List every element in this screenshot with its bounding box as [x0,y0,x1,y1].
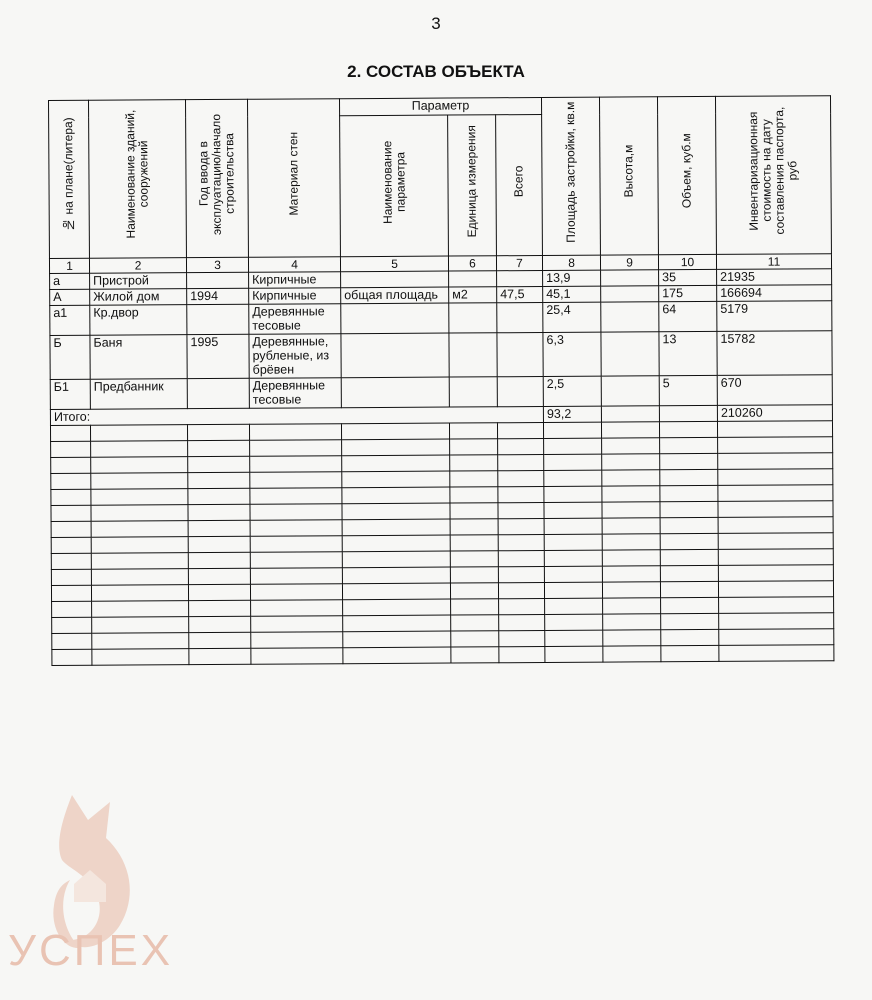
empty-cell [52,601,92,617]
empty-cell [343,615,451,632]
empty-cell [343,647,451,664]
column-number: 5 [340,256,448,272]
cell-unit [449,271,497,287]
empty-cell [189,616,251,632]
empty-cell [188,552,250,568]
empty-cell [91,473,188,490]
empty-cell [449,423,497,439]
empty-cell [451,615,499,631]
empty-cell [544,518,602,534]
empty-cell [91,457,188,474]
empty-cell [544,486,602,502]
empty-cell [187,424,249,440]
empty-cell [342,487,450,504]
object-composition-table [48,95,834,666]
empty-cell [250,552,342,569]
cell-height [601,286,659,302]
empty-cell [545,614,603,630]
empty-cell [50,425,90,441]
empty-cell [342,471,450,488]
empty-cell [188,520,250,536]
empty-cell [51,521,91,537]
empty-cell [660,533,718,549]
cell-name: Баня [90,335,187,380]
empty-cell [717,421,832,438]
empty-cell [51,457,91,473]
empty-cell [499,614,545,630]
empty-cell [498,502,544,518]
empty-cell [498,470,544,486]
empty-cell [660,437,718,453]
total-volume [659,405,717,421]
empty-cell [250,472,342,489]
page-title: 2. СОСТАВ ОБЪЕКТА [347,62,525,81]
empty-cell [250,440,342,457]
empty-cell [450,551,498,567]
empty-cell [91,585,188,602]
empty-cell [603,598,661,614]
cell-unit [449,333,497,377]
empty-cell [451,631,499,647]
cell-material: Кирпичные [249,288,341,305]
empty-cell [342,503,450,520]
header-height: Высота,м [600,97,659,255]
cell-area: 25,4 [543,302,601,332]
empty-cell [249,424,341,441]
empty-cell [498,550,544,566]
empty-cell [251,600,343,617]
cell-total [497,270,543,286]
cell-param-name: общая площадь [341,287,449,304]
cell-param-name [341,271,449,288]
empty-cell [660,581,718,597]
column-number: 6 [448,256,496,271]
empty-cell [92,601,189,618]
empty-cell [342,439,450,456]
cell-area: 45,1 [543,286,601,302]
empty-cell [544,534,602,550]
column-number: 9 [600,255,658,270]
empty-cell [450,583,498,599]
empty-cell [719,629,834,646]
empty-cell [450,455,498,471]
cell-year: 1994 [187,288,249,304]
empty-cell [250,584,342,601]
empty-cell [660,549,718,565]
empty-cell [718,485,833,502]
empty-cell [341,423,449,440]
table-row [50,331,832,380]
total-area: 93,2 [543,406,601,422]
column-number: 8 [542,255,600,270]
cell-total: 47,5 [497,286,543,302]
cell-area: 6,3 [543,332,601,376]
table-row [50,301,832,336]
empty-cell [543,422,601,438]
cell-material: Деревянные тесовые [249,378,341,409]
empty-cell [189,632,251,648]
empty-cell [498,534,544,550]
empty-cell [498,566,544,582]
empty-cell [188,504,250,520]
total-height [601,406,659,422]
empty-cell [91,537,188,554]
empty-cell [450,439,498,455]
empty-cell [544,470,602,486]
cell-lit: а1 [50,305,90,335]
cell-name: Пристрой [90,273,187,290]
empty-cell [343,599,451,616]
empty-cell [91,441,188,458]
empty-cell [602,582,660,598]
cell-height [601,332,659,376]
cell-volume: 5 [659,375,717,405]
empty-cell [661,645,719,661]
empty-cell [661,597,719,613]
column-number: 4 [248,257,340,273]
cell-area: 2,5 [543,376,601,406]
empty-cell [451,647,499,663]
empty-cell [544,454,602,470]
empty-cell [719,613,834,630]
cell-total [497,332,543,376]
header-year: Год ввода в эксплуатацию/начало строительства [186,99,249,257]
cell-volume: 13 [659,331,717,375]
table-row [50,375,832,410]
empty-cell [719,597,834,614]
empty-cell [544,566,602,582]
cell-area: 13,9 [543,270,601,286]
cell-param-name [341,303,449,334]
empty-cell [544,550,602,566]
empty-cell [660,485,718,501]
cell-year [187,272,249,288]
column-number: 1 [49,258,89,273]
empty-cell [342,519,450,536]
empty-cell [718,437,833,454]
empty-cell [342,551,450,568]
empty-cell [450,487,498,503]
empty-cell [602,534,660,550]
empty-cell [450,503,498,519]
empty-cell [451,599,499,615]
cell-material: Деревянные, рубленые, из брёвен [249,334,341,379]
empty-cell [342,583,450,600]
empty-cell [450,519,498,535]
empty-cell [52,633,92,649]
cell-lit: а [50,273,90,289]
cell-year [187,378,249,408]
column-number: 11 [716,254,831,270]
column-number: 3 [186,257,248,272]
header-volume: Объем, куб.м [658,96,717,254]
empty-cell [91,569,188,586]
empty-cell [91,505,188,522]
empty-cell [499,646,545,662]
cell-volume: 175 [659,285,717,301]
empty-rows [50,421,833,666]
empty-cell [450,567,498,583]
empty-cell [51,489,91,505]
empty-table-row [52,645,834,666]
empty-cell [601,422,659,438]
empty-cell [602,550,660,566]
object-composition-table-wrapper [48,95,833,666]
empty-cell [51,569,91,585]
cell-lit: А [50,289,90,305]
empty-cell [544,438,602,454]
cell-cost: 5179 [717,301,832,332]
header-cost: Инвентаризационная стоимость на дату составления паспорта, руб [716,96,832,255]
total-label: Итого: [50,406,543,425]
cell-name: Кр.двор [90,305,187,336]
empty-cell [51,441,91,457]
empty-cell [188,584,250,600]
empty-cell [250,536,342,553]
header-lit: № на плане(литера) [49,100,90,258]
empty-cell [91,521,188,538]
empty-cell [91,553,188,570]
empty-cell [545,598,603,614]
cell-total [497,376,543,406]
empty-cell [660,453,718,469]
cell-volume: 35 [659,269,717,285]
empty-cell [188,472,250,488]
cell-lit: Б1 [50,379,90,409]
empty-cell [661,613,719,629]
empty-cell [718,453,833,470]
empty-cell [545,646,603,662]
cell-name: Жилой дом [90,289,187,306]
empty-cell [51,553,91,569]
cell-year: 1995 [187,334,249,378]
header-param-name: Наименование параметра [340,115,449,257]
empty-cell [545,630,603,646]
empty-cell [603,630,661,646]
empty-cell [342,455,450,472]
column-number: 10 [658,254,716,269]
empty-cell [499,598,545,614]
empty-cell [718,533,833,550]
empty-cell [250,520,342,537]
header-param-group: Параметр [339,97,541,115]
cell-param-name [341,333,449,378]
empty-cell [498,438,544,454]
empty-cell [92,617,189,634]
column-number: 7 [496,255,542,270]
empty-cell [497,422,543,438]
empty-cell [603,646,661,662]
empty-cell [498,486,544,502]
cell-material: Деревянные тесовые [249,304,341,335]
cell-cost: 670 [717,375,832,406]
cell-material: Кирпичные [249,272,341,289]
empty-cell [92,649,189,666]
empty-cell [188,536,250,552]
total-cost: 210260 [717,405,832,422]
cell-name: Предбанник [90,379,187,410]
empty-cell [251,632,343,649]
cell-unit [449,303,497,333]
empty-cell [659,421,717,437]
empty-cell [51,537,91,553]
empty-cell [450,535,498,551]
empty-cell [602,438,660,454]
empty-cell [544,582,602,598]
cell-height [601,270,659,286]
empty-cell [718,549,833,566]
empty-cell [602,454,660,470]
empty-cell [602,566,660,582]
empty-cell [250,488,342,505]
empty-cell [92,633,189,650]
empty-cell [51,505,91,521]
empty-cell [51,473,91,489]
empty-cell [52,617,92,633]
cell-year [187,304,249,334]
empty-cell [188,568,250,584]
empty-cell [603,614,661,630]
empty-cell [660,501,718,517]
empty-cell [602,470,660,486]
empty-cell [661,629,719,645]
empty-cell [189,600,251,616]
empty-cell [718,581,833,598]
watermark-text: УСПЕХ [8,926,174,975]
header-unit: Единица измерения [448,115,497,256]
empty-cell [718,565,833,582]
column-number: 2 [89,258,186,274]
empty-cell [719,645,834,662]
cell-cost: 15782 [717,331,832,376]
cell-total [497,302,543,332]
cell-height [601,302,659,332]
empty-cell [188,488,250,504]
empty-cell [602,486,660,502]
empty-cell [251,648,343,665]
cell-unit [449,377,497,407]
cell-cost: 21935 [717,269,832,286]
empty-cell [450,471,498,487]
cell-height [601,376,659,406]
empty-cell [498,582,544,598]
header-area: Площадь застройки, кв.м [542,97,601,255]
empty-cell [343,631,451,648]
cell-param-name [341,377,449,408]
empty-cell [342,535,450,552]
empty-cell [188,440,250,456]
cell-lit: Б [50,335,90,379]
empty-cell [602,518,660,534]
empty-cell [498,518,544,534]
empty-cell [52,649,92,665]
cell-unit: м2 [449,287,497,303]
header-material: Материал стен [247,99,340,258]
empty-cell [188,456,250,472]
header-total: Всего [496,114,543,255]
empty-cell [250,456,342,473]
empty-cell [718,501,833,518]
empty-cell [251,616,343,633]
empty-cell [718,469,833,486]
empty-cell [91,489,188,506]
empty-cell [51,585,91,601]
empty-cell [498,454,544,470]
cell-cost: 166694 [717,285,832,302]
page-number: 3 [431,14,441,33]
cell-volume: 64 [659,301,717,331]
empty-cell [544,502,602,518]
header-name: Наименование зданий, сооружений [89,100,187,259]
empty-cell [250,568,342,585]
empty-cell [90,425,187,442]
empty-cell [602,502,660,518]
empty-cell [342,567,450,584]
empty-cell [660,469,718,485]
empty-cell [499,630,545,646]
empty-cell [250,504,342,521]
empty-cell [660,565,718,581]
empty-cell [718,517,833,534]
empty-cell [660,517,718,533]
empty-cell [189,648,251,664]
